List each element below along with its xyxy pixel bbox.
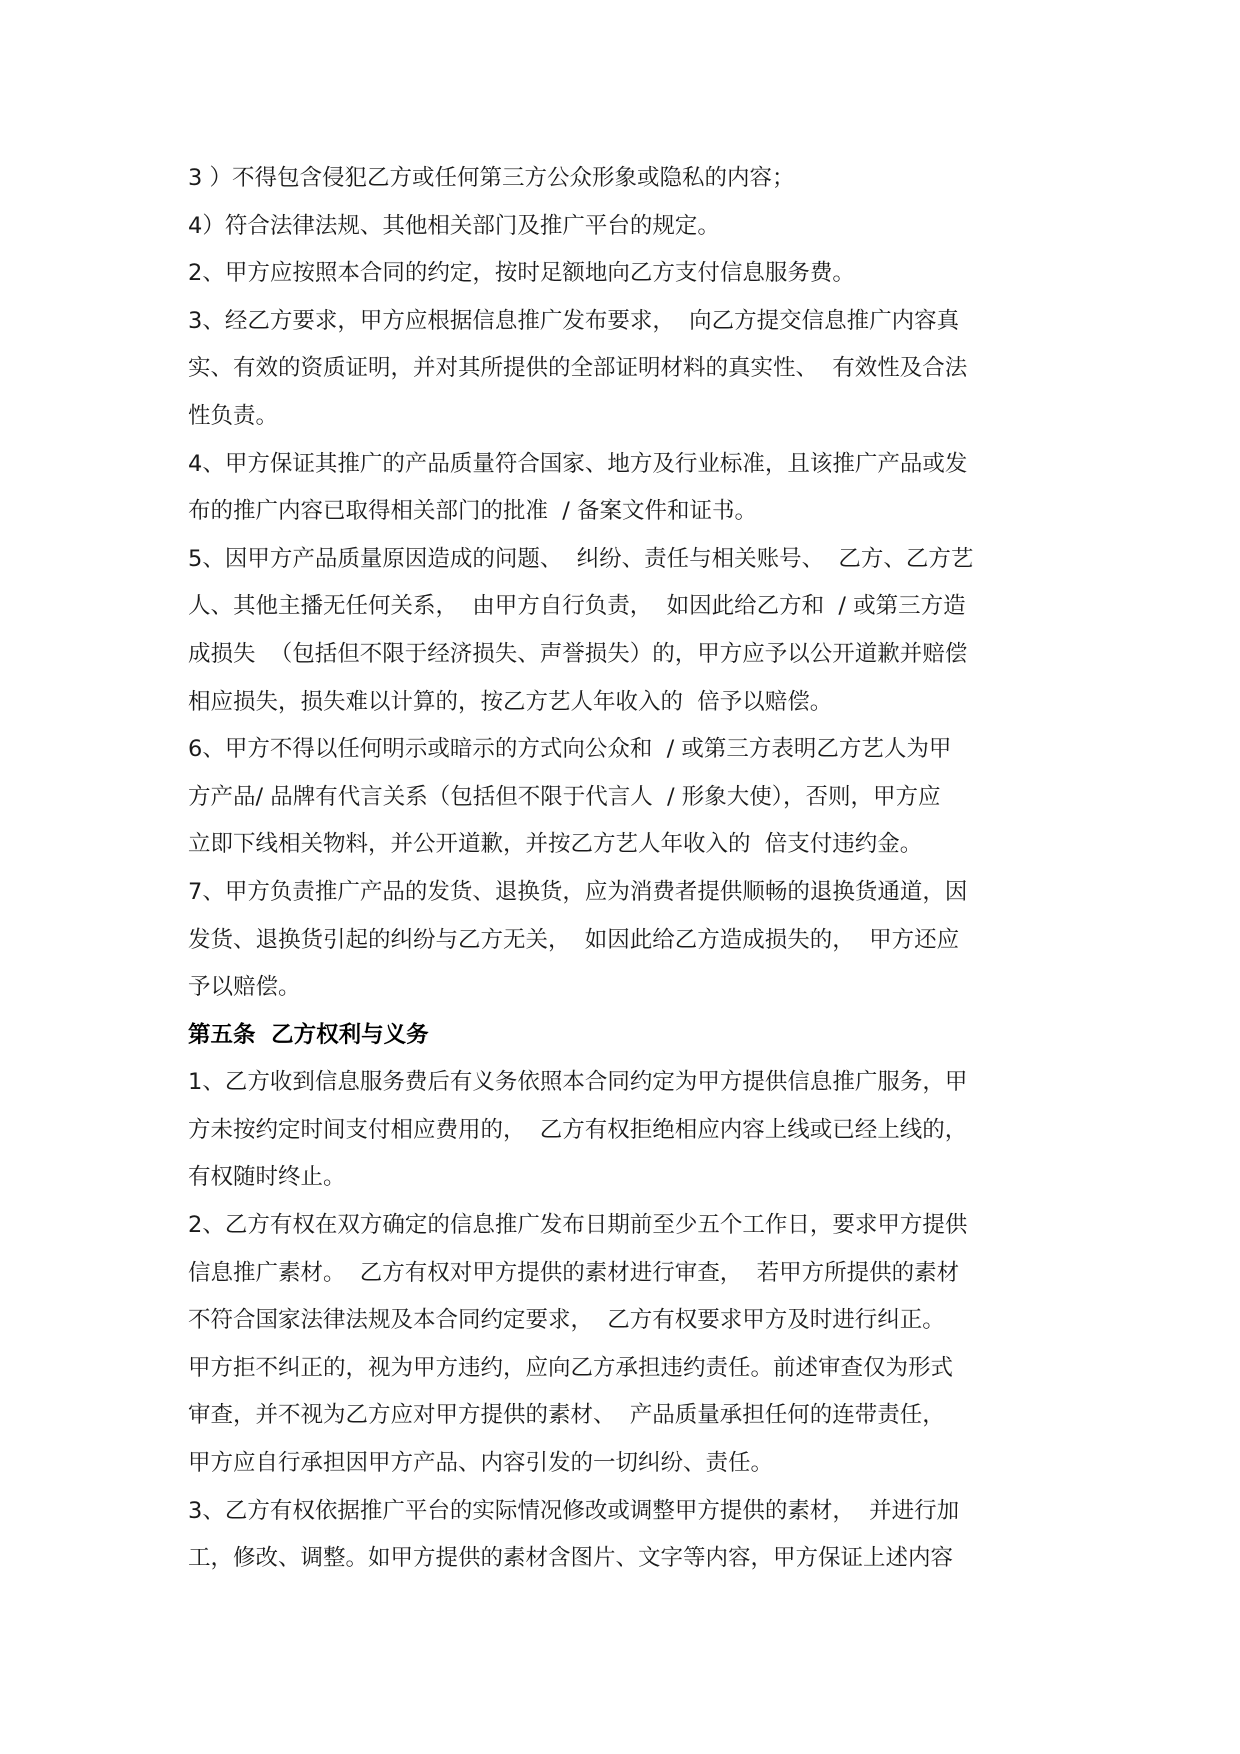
text-line: 2、甲方应按照本合同的约定，按时足额地向乙方支付信息服务费。 <box>188 260 855 287</box>
text-line: 予以赔偿。 <box>188 974 301 1001</box>
text-line: 方产品/ 品牌有代言关系（包括但不限于代言人 / 形象大使），否则，甲方应 <box>188 783 941 810</box>
text-line: 成损失 （包括但不限于经济损失、声誉损失）的，甲方应予以公开道歉并赔偿 <box>188 640 968 667</box>
text-line: 审查，并不视为乙方应对甲方提供的素材、 产品质量承担任何的连带责任， <box>188 1402 945 1429</box>
text-line: 性负责。 <box>188 402 279 429</box>
text-line: 3、乙方有权依据推广平台的实际情况修改或调整甲方提供的素材， 并进行加 <box>188 1497 960 1524</box>
text-line: 4、甲方保证其推广的产品质量符合国家、地方及行业标准，且该推广产品或发 <box>188 450 968 477</box>
text-line: 3、经乙方要求，甲方应根据信息推广发布要求， 向乙方提交信息推广内容真 <box>188 307 960 334</box>
text-line: 甲方拒不纠正的，视为甲方违约，应向乙方承担违约责任。前述审查仅为形式 <box>188 1354 954 1381</box>
text-line: 1、乙方收到信息服务费后有义务依照本合同约定为甲方提供信息推广服务，甲 <box>188 1069 968 1096</box>
text-line: 信息推广素材。 乙方有权对甲方提供的素材进行审查， 若甲方所提供的素材 <box>188 1259 960 1286</box>
text-line: 6、甲方不得以任何明示或暗示的方式向公众和 / 或第三方表明乙方艺人为甲 <box>188 736 952 763</box>
text-line: 5、因甲方产品质量原因造成的问题、 纠纷、责任与相关账号、 乙方、乙方艺 <box>188 545 974 572</box>
text-line: 7、甲方负责推广产品的发货、退换货，应为消费者提供顺畅的退换货通道，因 <box>188 878 968 905</box>
text-line: 4）符合法律法规、其他相关部门及推广平台的规定。 <box>188 212 720 239</box>
text-line: 2、乙方有权在双方确定的信息推广发布日期前至少五个工作日，要求甲方提供 <box>188 1212 968 1239</box>
text-line: 工，修改、调整。如甲方提供的素材含图片、文字等内容，甲方保证上述内容 <box>188 1545 954 1572</box>
text-line: 3 ）不得包含侵犯乙方或任何第三方公众形象或隐私的内容； <box>188 165 795 191</box>
text-line: 发货、退换货引起的纠纷与乙方无关， 如因此给乙方造成损失的， 甲方还应 <box>188 926 960 953</box>
text-line: 实、有效的资质证明，并对其所提供的全部证明材料的真实性、 有效性及合法 <box>188 355 968 382</box>
text-line: 相应损失，损失难以计算的，按乙方艺人年收入的 倍予以赔偿。 <box>188 688 833 715</box>
text-line: 方未按约定时间支付相应费用的， 乙方有权拒绝相应内容上线或已经上线的， <box>188 1116 968 1143</box>
text-line: 布的推广内容已取得相关部门的批准 / 备案文件和证书。 <box>188 498 758 525</box>
text-line: 人、其他主播无任何关系， 由甲方自行负责， 如因此给乙方和 / 或第三方造 <box>188 593 966 620</box>
section-heading: 第五条 乙方权利与义务 <box>188 1021 429 1048</box>
text-line: 甲方应自行承担因甲方产品、内容引发的一切纠纷、责任。 <box>188 1450 774 1477</box>
text-line: 不符合国家法律法规及本合同约定要求， 乙方有权要求甲方及时进行纠正。 <box>188 1307 945 1334</box>
text-line: 有权随时终止。 <box>188 1164 346 1191</box>
text-line: 立即下线相关物料，并公开道歉，并按乙方艺人年收入的 倍支付违约金。 <box>188 831 923 858</box>
document-body <box>188 155 1058 1583</box>
